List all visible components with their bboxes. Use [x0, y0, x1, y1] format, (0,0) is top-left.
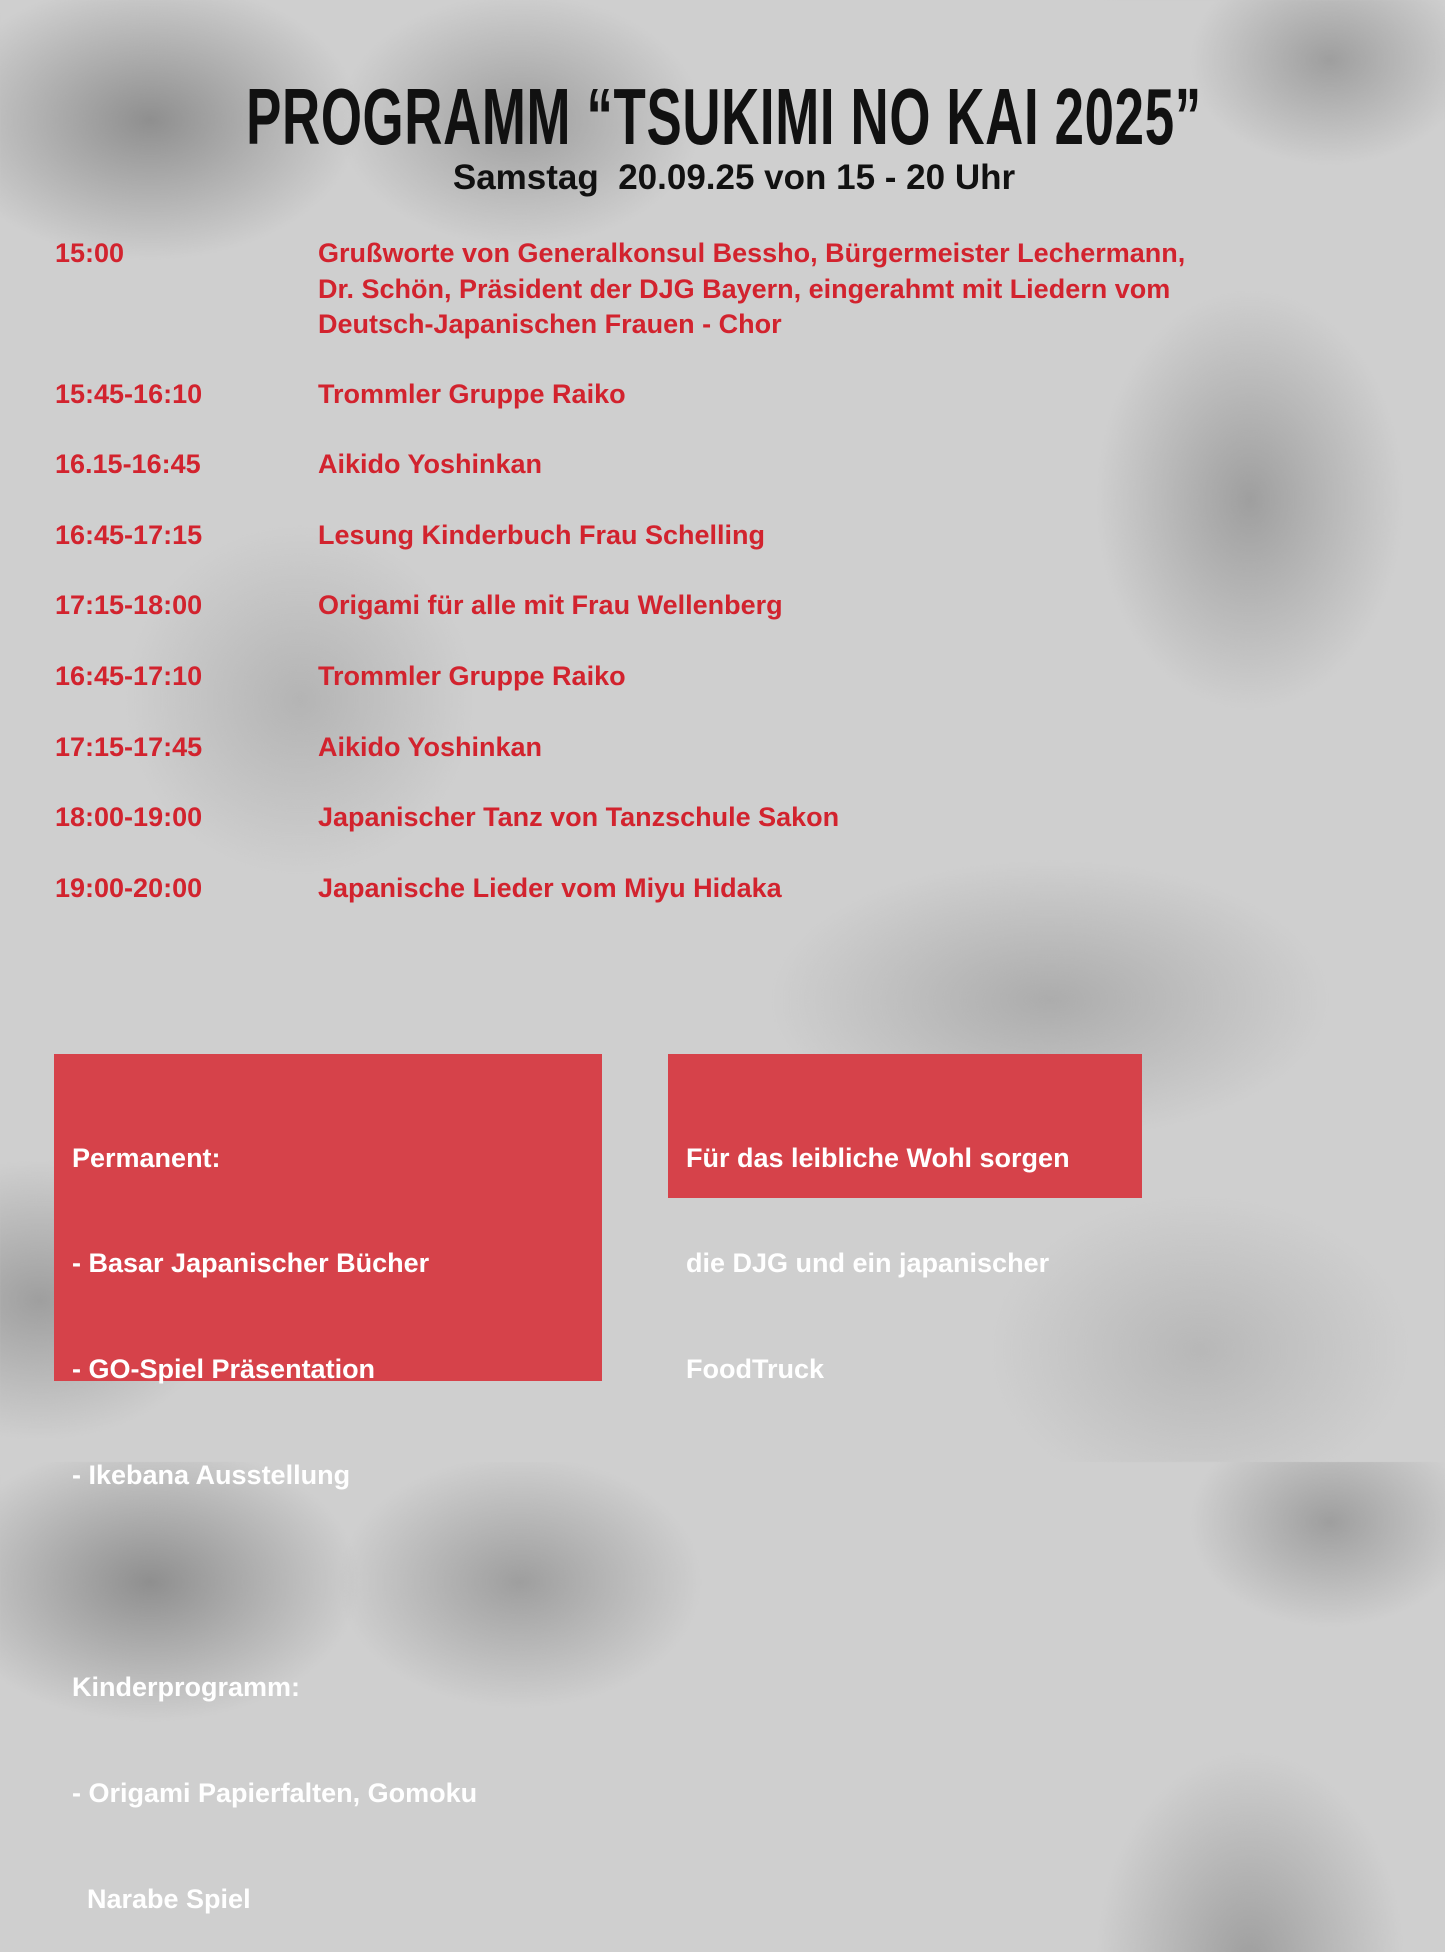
schedule-desc: Trommler Gruppe Raiko — [318, 661, 626, 691]
page-title-text: PROGRAMM “TSUKIMI NO KAI 2025” — [246, 72, 1202, 161]
permanent-program-box — [54, 1054, 602, 1914]
box-line: Für das leibliche Wohl sorgen — [686, 1142, 1070, 1173]
event-date: Samstag 20.09.25 von 15 - 20 Uhr — [452, 158, 1016, 197]
schedule-time: 15:00 — [55, 238, 125, 268]
page-title — [0, 72, 1445, 162]
box-line — [72, 1564, 584, 1599]
box-line: - Ikebana Ausstellung — [72, 1460, 351, 1491]
box-line: - Basar Japanischer Bücher — [72, 1248, 430, 1279]
food-info-box — [668, 1054, 1142, 1385]
schedule-desc: Origami für alle mit Frau Wellenberg — [318, 590, 783, 620]
schedule-desc: Aikido Yoshinkan — [318, 732, 543, 762]
schedule-time: 16:45-17:10 — [55, 661, 203, 691]
box-line: - GO-Spiel Präsentation — [72, 1354, 376, 1385]
schedule-time: 17:15-17:45 — [55, 732, 203, 762]
box-line: Kinderprogramm: — [72, 1672, 301, 1703]
box-line: - Origami Papierfalten, Gomoku — [72, 1777, 478, 1808]
box-line: Permanent: — [72, 1142, 221, 1173]
schedule-desc: Grußworte von Generalkonsul Bessho, Bürgermeister Lechermann, Dr. Schön, Präsident der DJG Bayern, eingerahmt mit Liedern vom Deutsch-Japanischen Frauen - Chor — [318, 238, 1186, 339]
box-line: Narabe Spiel — [72, 1883, 251, 1914]
schedule-time: 15:45-16:10 — [55, 379, 203, 409]
schedule-desc: Lesung Kinderbuch Frau Schelling — [318, 520, 766, 550]
schedule-time: 17:15-18:00 — [55, 590, 203, 620]
schedule-desc: Japanischer Tanz von Tanzschule Sakon — [318, 802, 840, 832]
schedule-time: 16.15-16:45 — [55, 449, 201, 479]
box-line: die DJG und ein japanischer — [686, 1248, 1050, 1279]
schedule-time: 16:45-17:15 — [55, 520, 203, 550]
schedule-desc: Aikido Yoshinkan — [318, 449, 543, 479]
schedule-desc: Japanische Lieder vom Miyu Hidaka — [318, 873, 782, 903]
schedule-time: 18:00-19:00 — [55, 802, 203, 832]
box-line: FoodTruck — [686, 1354, 825, 1385]
schedule-time: 19:00-20:00 — [55, 873, 203, 903]
schedule-desc: Trommler Gruppe Raiko — [318, 379, 626, 409]
